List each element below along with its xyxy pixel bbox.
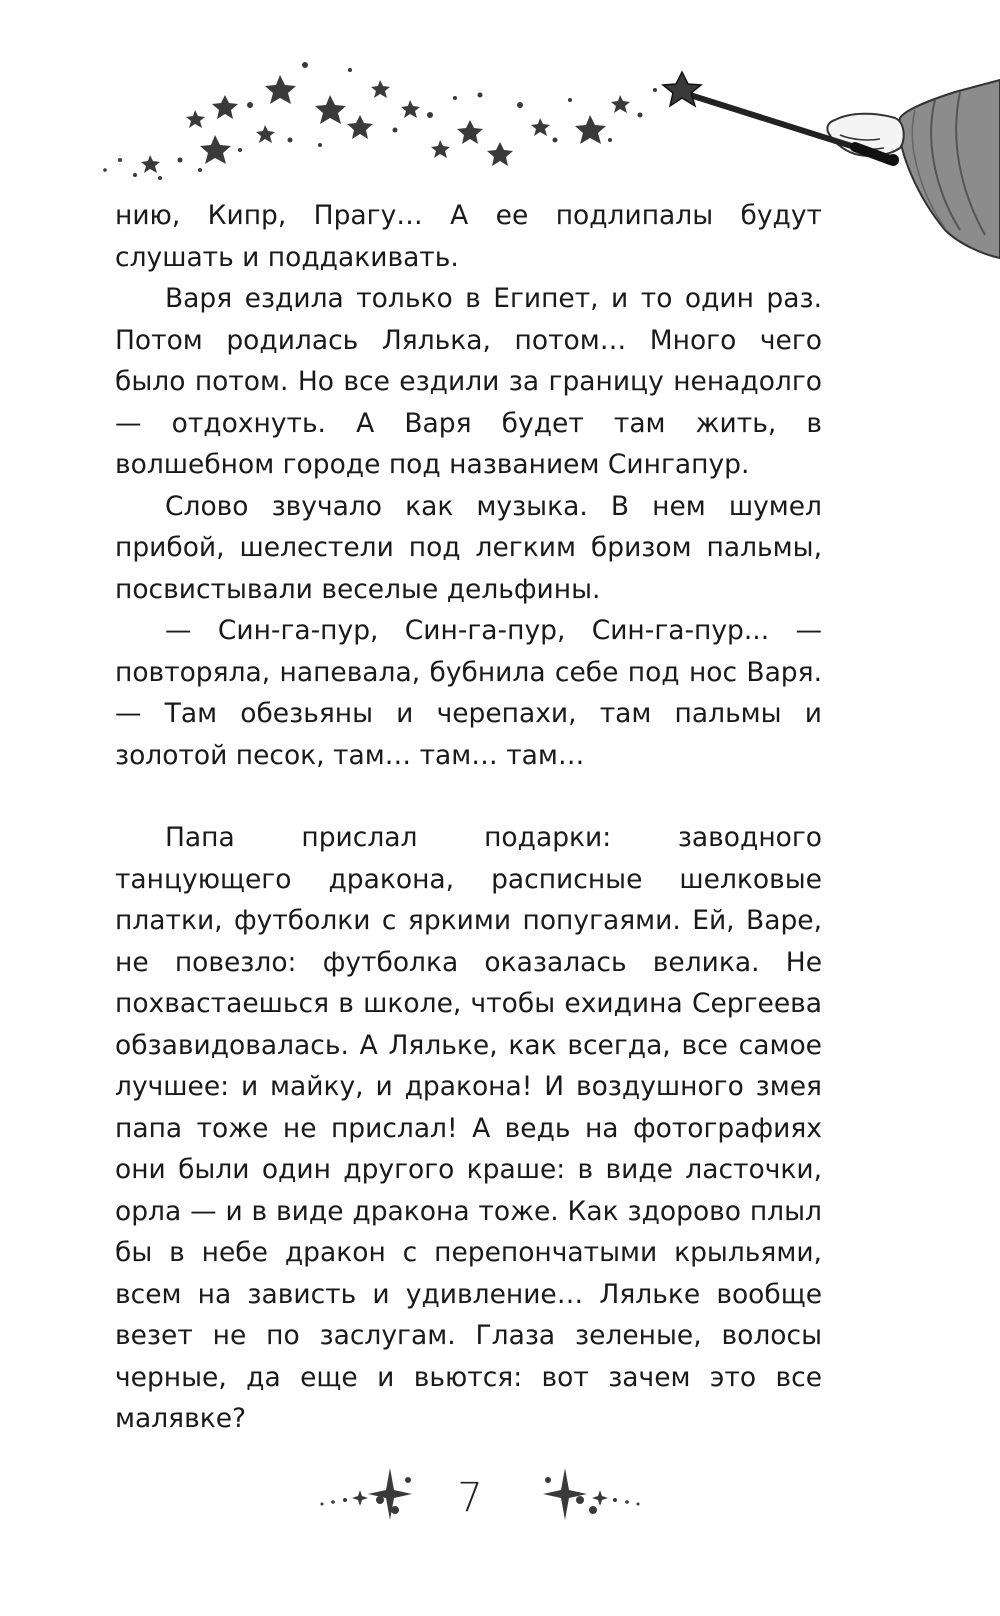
sparkle-icon — [352, 1490, 368, 1506]
paragraph: — Син-га-пур, Син-га-пур, Син-га-пур... — повторяла, напевала, бубнила себе под нос Варя. — Там обезьяны и черепахи, там пальмы и золотой песок, там… там… там… — [115, 615, 822, 771]
sparkle-icon — [543, 1468, 587, 1520]
sparkle-icon — [592, 1490, 608, 1506]
paragraph: Папа прислал подарки: заводного танцующего дракона, расписные шелковые платки, футболки с яркими попугаями. Ей, Варе, не повезло: футболка оказалась велика. Не похвастаешься в школе, чтобы ехидина Сергеева обзавидовалась. А Ляльке, как всегда, все самое лучшее: и майку, и дракона! И воздушного змея папа тоже не прислал! А ведь на фотографиях они были один другого краше: в виде ласточки, орла — и в виде дракона тоже. Как здорово плыл бы в небе дракон с перепончатыми крыльями, всем на зависть и удивление… Ляльке вообще везет не по заслугам. Глаза зеленые, волосы черные, да еще и вьются: вот зачем это все малявке? — [115, 822, 822, 1434]
paragraph: Слово звучало как музыка. В нем шумел прибой, шелестели под легким бризом пальмы, посвистывали веселые дельфины. — [115, 490, 822, 605]
page-number: 7 — [457, 1475, 483, 1521]
star-trail — [103, 62, 657, 180]
paragraph: Варя ездила только в Египет, и то один раз. Потом родилась Лялька, потом… Много чего было потом. Но все ездили за границу ненадолго — отдохнуть. А Варя будет там жить, в волшебном городе под названием Сингапур. — [115, 283, 822, 480]
wand-star-icon — [663, 72, 701, 106]
page-text — [115, 195, 822, 1440]
sleeve-illustration — [899, 80, 1000, 258]
sparkle-icon — [368, 1468, 412, 1520]
paragraph: нию, Кипр, Прагу… А ее подлипалы будут слушать и поддакивать. — [115, 200, 822, 273]
